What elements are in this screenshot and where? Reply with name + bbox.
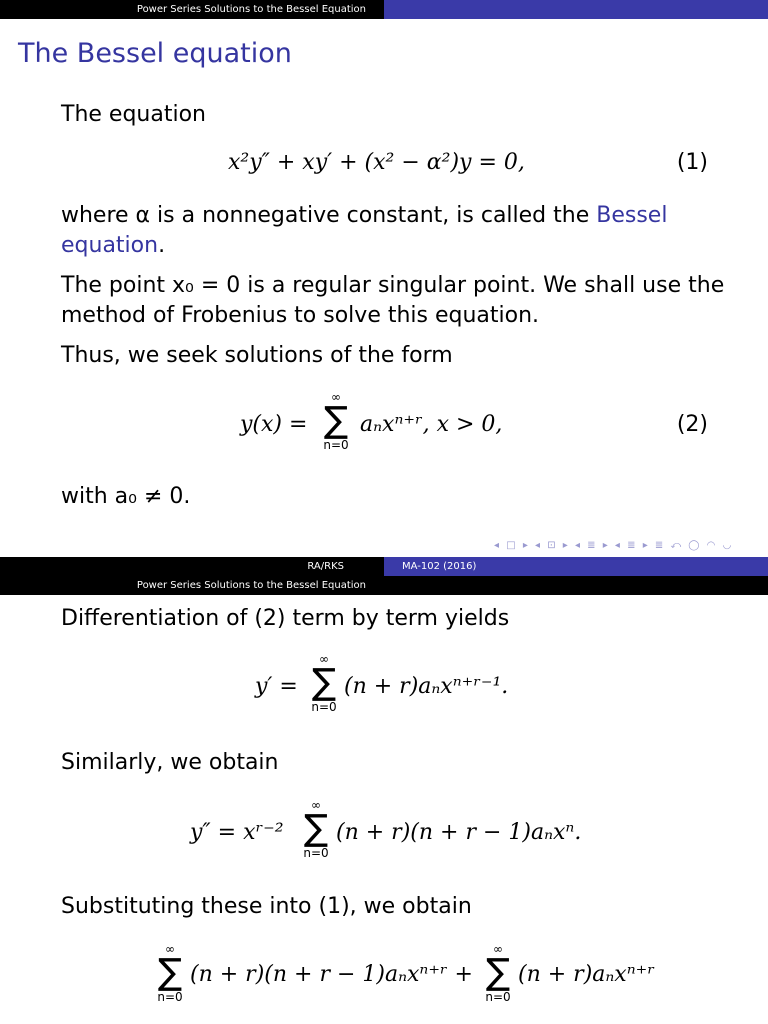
summation (304, 652, 344, 714)
sigma-symbol: ∑ (311, 662, 337, 703)
summation (296, 798, 336, 860)
term-equation: equation (61, 233, 159, 258)
footer-right (384, 557, 768, 576)
text-line: Substituting these into (1), we obtain (61, 894, 472, 919)
summation (478, 942, 518, 1004)
sum-upper-limit: ∞ (493, 942, 503, 956)
sum-lower-limit: n=0 (311, 700, 337, 714)
summation (150, 942, 190, 1004)
equation-ydoubleprime-left: y″ = xʳ⁻² (190, 820, 284, 845)
equation-1: x²y″ + xy′ + (x² − α²)y = 0, (228, 150, 525, 175)
equation-2-right: aₙxⁿ⁺ʳ, x > 0, (360, 412, 503, 437)
header-section-title: Power Series Solutions to the Bessel Equation (136, 4, 366, 15)
text-line (61, 201, 667, 231)
sigma-symbol: ∑ (303, 808, 329, 849)
sum-lower-limit: n=0 (323, 438, 349, 452)
equation-substitution-b: (n + r)aₙxⁿ⁺ʳ (518, 962, 655, 987)
sigma-symbol: ∑ (323, 400, 349, 441)
header-accent (384, 0, 768, 19)
sum-upper-limit: ∞ (311, 798, 321, 812)
sum-lower-limit: n=0 (485, 990, 511, 1004)
equation-ydoubleprime-right: (n + r)(n + r − 1)aₙxⁿ. (336, 820, 582, 845)
footer-author: RA/RKS (307, 561, 344, 572)
sum-upper-limit: ∞ (319, 652, 329, 666)
slide-title: The Bessel equation (18, 38, 292, 69)
text-line: Similarly, we obtain (61, 750, 279, 775)
term-bessel: Bessel (596, 203, 668, 228)
text-line: with a₀ ≠ 0. (61, 484, 191, 509)
sum-lower-limit: n=0 (157, 990, 183, 1004)
summation (316, 390, 356, 452)
text-line: The point x₀ = 0 is a regular singular point. We shall use the (61, 273, 725, 298)
footer-course: MA-102 (2016) (402, 561, 477, 572)
sum-lower-limit: n=0 (303, 846, 329, 860)
footer-section: Power Series Solutions to the Bessel Equation (136, 580, 366, 591)
period: . (158, 233, 166, 258)
text-line: Differentiation of (2) term by term yields (61, 606, 510, 631)
text-line (61, 231, 165, 261)
equation-2-left: y(x) = (240, 412, 308, 437)
equation-yprime-left: y′ = (255, 674, 298, 699)
sigma-symbol: ∑ (485, 952, 511, 993)
text-line: method of Frobenius to solve this equation. (61, 303, 540, 328)
equation-number-2: (2) (676, 412, 708, 437)
text-span: where α is a nonnegative constant, is called the (61, 203, 597, 228)
sum-upper-limit: ∞ (165, 942, 175, 956)
footer-left (0, 557, 384, 595)
slide-footer-bar (0, 557, 768, 595)
text-line: The equation (61, 102, 206, 127)
equation-yprime-right: (n + r)aₙxⁿ⁺ʳ⁻¹. (344, 674, 509, 699)
equation-substitution-a: (n + r)(n + r − 1)aₙxⁿ⁺ʳ + (190, 962, 473, 987)
equation-number-1: (1) (676, 150, 708, 175)
text-line: Thus, we seek solutions of the form (61, 343, 453, 368)
sum-upper-limit: ∞ (331, 390, 341, 404)
sigma-symbol: ∑ (157, 952, 183, 993)
slide-header-bar (0, 0, 768, 19)
beamer-navigation-icons[interactable]: ◂ □ ▸ ◂ ⊡ ▸ ◂ ≣ ▸ ◂ ≣ ▸ ≣ ⤺ ◯ ◠ ◡ (494, 540, 734, 551)
